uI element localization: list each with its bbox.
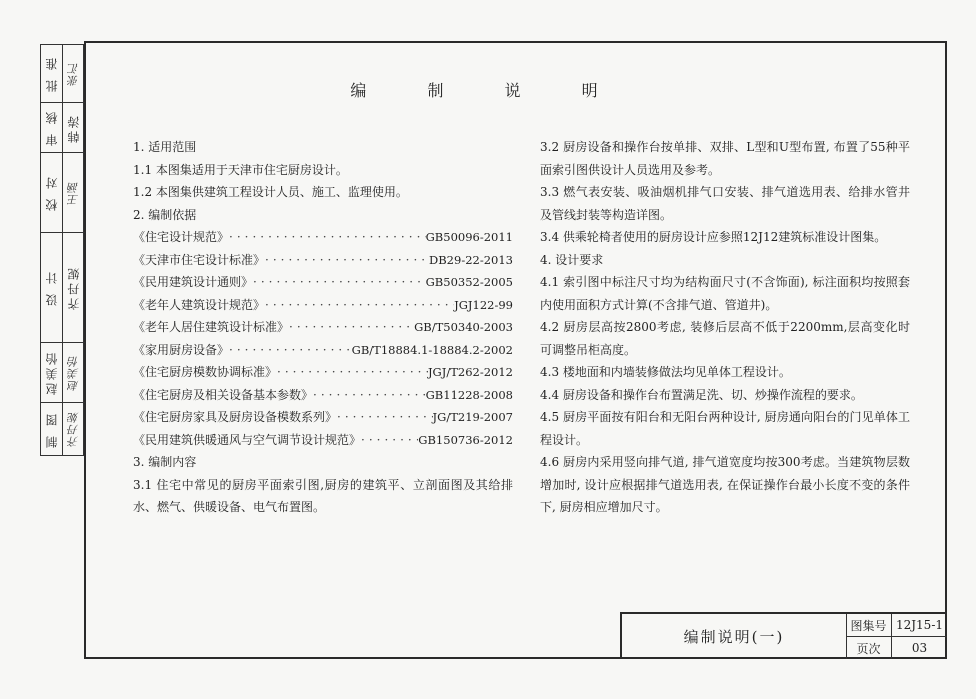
reference-name: 《民用建筑供暖通风与空气调节设计规范》 — [133, 432, 362, 447]
reference-item — [133, 361, 513, 384]
reference-code: GB50096-2011 — [425, 230, 513, 244]
reference-item — [133, 271, 513, 294]
sidebar-role-review: 审 核 — [45, 109, 59, 146]
reference-name: 《老年人建筑设计规范》 — [133, 297, 266, 312]
checker-signature: 王涵 — [66, 180, 80, 205]
reference-item — [133, 226, 513, 249]
paragraph: 3.2 厨房设备和操作台按单排、双排、L型和U型布置, 布置了55种平面索引图供设计人员选用及参考。 — [540, 140, 910, 177]
paragraph: 1.2 本图集供建筑工程设计人员、施工、监理使用。 — [133, 185, 408, 199]
approval-sidebar — [40, 44, 84, 456]
reference-item — [133, 406, 513, 429]
reference-name: 《住宅厨房及相关设备基本参数》 — [133, 387, 314, 402]
paragraph: 1.1 本图集适用于天津市住宅厨房设计。 — [133, 162, 348, 177]
page-title: 编 制 说 明 — [350, 81, 626, 100]
reference-list — [133, 226, 513, 451]
reference-item — [133, 429, 513, 452]
sidebar-cell-design — [41, 233, 85, 343]
atlas-number-label: 图集号 — [846, 614, 892, 637]
paragraph: 4.4 厨房设备和操作台布置满足洗、切、炒操作流程的要求。 — [540, 387, 863, 402]
reference-name: 《住宅厨房家具及厨房设备模数系列》 — [133, 410, 338, 424]
reviewer-name: 韩涛 — [67, 112, 81, 143]
reference-code: GB11228-2008 — [425, 387, 513, 402]
sidebar-cell-draft — [41, 403, 85, 455]
section-heading: 3. 编制内容 — [133, 455, 197, 469]
reference-code: JGJ/T262-2012 — [427, 365, 513, 379]
reference-item — [133, 384, 513, 407]
paragraph: 4.5 厨房平面按有阳台和无阳台两种设计, 厨房通向阳台的门见单体工程设计。 — [540, 410, 910, 447]
drafter-name: 赵美怡 — [45, 350, 59, 395]
approver-signature: 张汇 — [66, 61, 80, 86]
reference-code: JGJ122-99 — [454, 297, 513, 312]
page-number: 03 — [911, 641, 928, 655]
draft-signature: 齐丹妮 — [66, 411, 80, 447]
reference-code: GB/T50340-2003 — [414, 320, 513, 334]
reference-code: JG/T219-2007 — [432, 410, 513, 424]
reference-item — [133, 339, 513, 362]
right-column — [540, 136, 910, 519]
reference-code: DB29-22-2013 — [429, 252, 513, 267]
sidebar-cell-draft-sign — [41, 343, 85, 403]
section-heading: 1. 适用范围 — [133, 140, 197, 154]
sidebar-cell-check — [41, 153, 85, 233]
section-heading: 4. 设计要求 — [540, 252, 604, 267]
paragraph: 3.3 燃气表安装、吸油烟机排气口安装、排气道选用表、给排水管井及管线封装等构造详图。 — [540, 185, 910, 222]
reference-name: 《住宅设计规范》 — [133, 230, 230, 244]
reference-name: 《天津市住宅设计标准》 — [133, 252, 266, 267]
drawing-name: 编制说明(一) — [622, 614, 847, 659]
sidebar-role-design: 设 计 — [45, 269, 59, 306]
paragraph: 4.3 楼地面和内墙装修做法均见单体工程设计。 — [540, 365, 791, 379]
reference-name: 《民用建筑设计通则》 — [133, 275, 254, 289]
sidebar-cell-review — [41, 103, 85, 153]
reference-code: GB/T18884.1-18884.2-2002 — [351, 342, 513, 357]
sidebar-role-approve: 批 准 — [45, 55, 59, 92]
drafter-signature: 赵美怡 — [66, 354, 80, 391]
paragraph: 4.1 索引图中标注尺寸均为结构面尺寸(不含饰面), 标注面积均按照套内使用面积方式计算(不含排气道、管道井)。 — [540, 275, 910, 312]
section-heading: 2. 编制依据 — [133, 207, 197, 222]
sidebar-role-check: 校 对 — [45, 174, 59, 211]
reference-item — [133, 294, 513, 317]
page-number-label: 页次 — [846, 637, 892, 659]
reference-name: 《住宅厨房模数协调标准》 — [133, 365, 278, 379]
paragraph: 4.6 厨房内采用竖向排气道, 排气道宽度均按300考虑。当建筑物层数增加时, 设计应根据排气道选用表, 在保证操作台最小长度不变的条件下, 厨房相应增加尺寸。 — [540, 455, 910, 514]
reference-code: GB50352-2005 — [425, 275, 513, 289]
sidebar-role-draft: 制 图 — [45, 410, 59, 448]
title-block — [620, 612, 947, 659]
reference-name: 《老年人居住建筑设计标准》 — [133, 320, 290, 334]
paragraph: 3.1 住宅中常见的厨房平面索引图,厨房的建筑平、立剖面图及其给排水、燃气、供暖设备、电气布置图。 — [133, 477, 513, 514]
reference-code: GB150736-2012 — [418, 432, 513, 447]
reference-name: 《家用厨房设备》 — [133, 342, 230, 357]
paragraph: 3.4 供乘轮椅者使用的厨房设计应参照12J12建筑标准设计图集。 — [540, 230, 887, 244]
paragraph: 4.2 厨房层高按2800考虑, 装修后层高不低于2200mm,层高变化时可调整吊柜高度。 — [540, 320, 910, 357]
reference-item — [133, 316, 513, 339]
reference-item — [133, 249, 513, 272]
atlas-number: 12J15-1 — [892, 614, 947, 637]
designer-name: 齐丹妮 — [67, 265, 81, 310]
left-column — [133, 136, 513, 519]
